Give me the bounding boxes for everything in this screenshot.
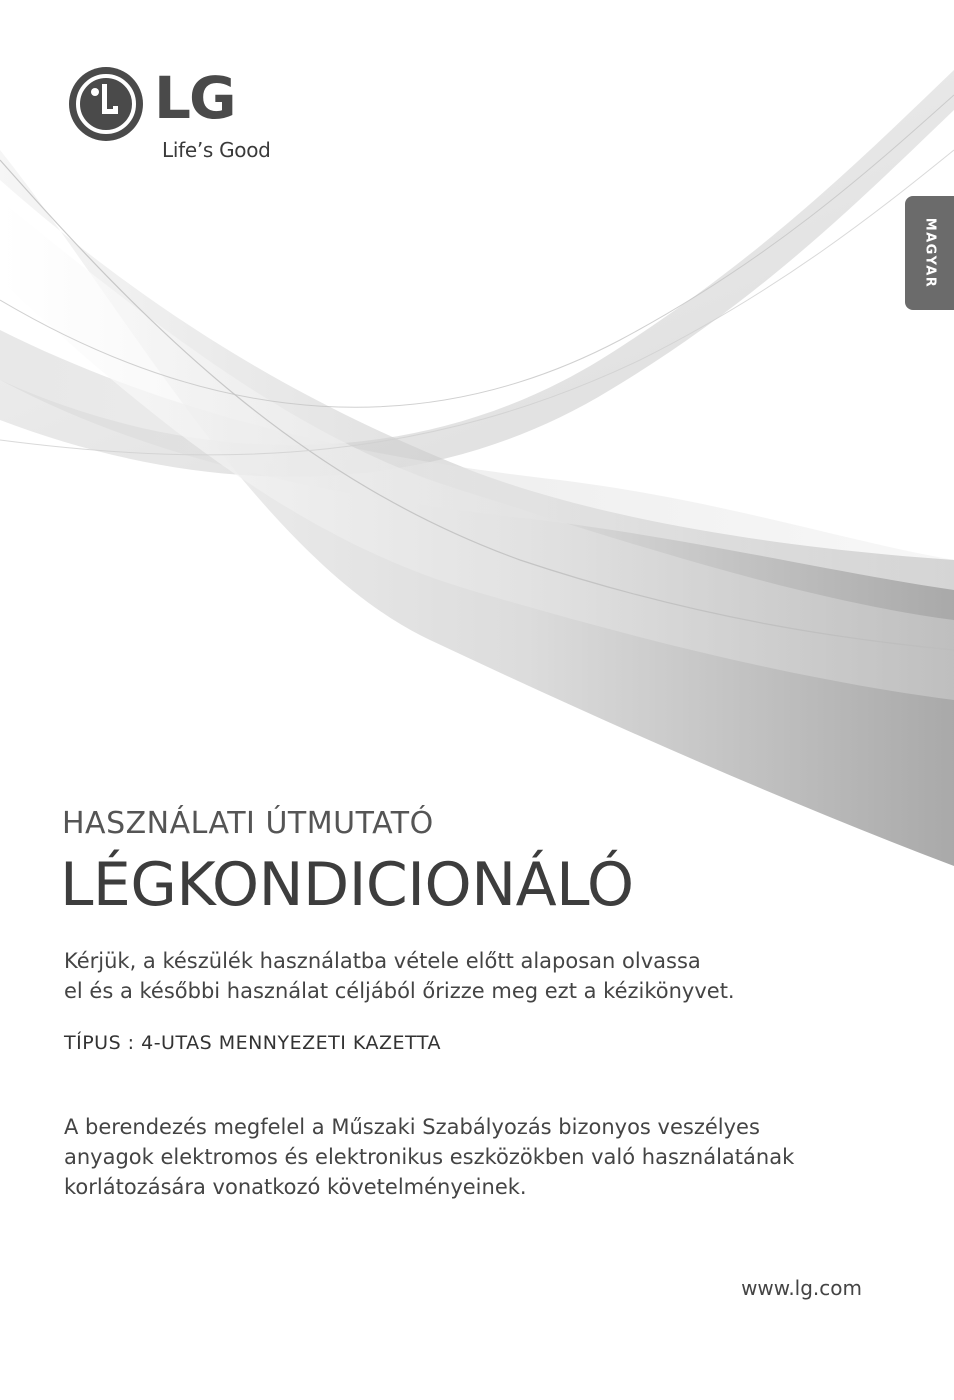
intro-paragraph [64,946,884,1006]
lg-tagline: Life’s Good [162,138,271,162]
document-subtitle: HASZNÁLATI ÚTMUTATÓ [62,806,434,841]
lg-logo [68,66,308,166]
lg-wordmark: LG [154,64,235,132]
language-tab [905,196,954,310]
document-title: LÉGKONDICIONÁLÓ [60,850,634,920]
lg-face-logo-icon [68,66,144,142]
intro-line: Kérjük, a készülék használatba vétele előtt alaposan olvassa [64,949,701,973]
compliance-line: A berendezés megfelel a Műszaki Szabályozás bizonyos veszélyes [64,1115,760,1139]
intro-line: el és a későbbi használat céljából őrizze meg ezt a kézikönyvet. [64,979,735,1003]
website-link[interactable]: www.lg.com [741,1276,862,1300]
compliance-paragraph [64,1112,894,1202]
language-tab-label: MAGYAR [922,217,937,289]
compliance-line: korlátozására vonatkozó követelményeinek. [64,1175,527,1199]
product-type-line: TÍPUS : 4-UTAS MENNYEZETI KAZETTA [64,1032,441,1054]
compliance-line: anyagok elektromos és elektronikus eszközökben való használatának [64,1145,795,1169]
